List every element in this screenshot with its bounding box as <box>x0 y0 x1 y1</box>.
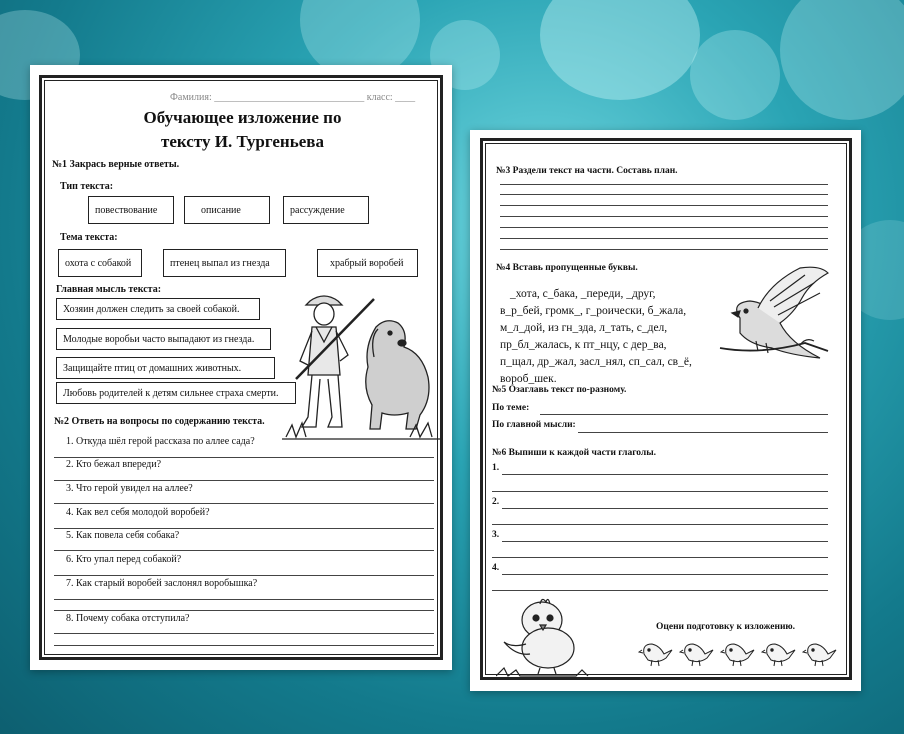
answer-line[interactable] <box>54 610 434 611</box>
answer-line[interactable] <box>54 575 434 576</box>
verbs-line[interactable] <box>502 574 828 575</box>
plan-line[interactable] <box>500 194 828 195</box>
idea-option-1[interactable]: Хозяин должен следить за своей собакой. <box>56 298 260 320</box>
plan-line[interactable] <box>500 184 828 185</box>
verbs-line[interactable] <box>502 474 828 475</box>
missing-letters-line-6: вороб_шек. <box>500 373 557 385</box>
page-title-line-2: тексту И. Тургеньева <box>161 132 324 151</box>
rating-bird-icon[interactable] <box>638 638 674 668</box>
title-by-idea-line[interactable] <box>578 432 828 433</box>
answer-line[interactable] <box>54 645 434 646</box>
question-8: 8. Почему собака отступила? <box>66 613 190 624</box>
option-reasoning[interactable]: рассуждение <box>283 196 369 224</box>
answer-line[interactable] <box>54 633 434 634</box>
verbs-line[interactable] <box>492 491 828 492</box>
verbs-line[interactable] <box>492 557 828 558</box>
by-theme-label: По теме: <box>492 403 530 413</box>
plan-line[interactable] <box>500 216 828 217</box>
task2-heading: №2 Ответь на вопросы по содержанию текста. <box>54 416 265 427</box>
title-by-theme-line[interactable] <box>540 414 828 415</box>
answer-line[interactable] <box>54 599 434 600</box>
plan-line[interactable] <box>500 227 828 228</box>
option-hunting[interactable]: охота с собакой <box>58 249 142 277</box>
question-7: 7. Как старый воробей заслонял воробышка? <box>66 578 258 589</box>
answer-line[interactable] <box>54 503 434 504</box>
answer-line[interactable] <box>54 550 434 551</box>
missing-letters-line-4: пр_бл_жалась, к пт_нцу, с дер_ва, <box>500 339 667 351</box>
page-title-line-1: Обучающее изложение по <box>143 108 342 127</box>
task6-heading: №6 Выпиши к каждой части глаголы. <box>492 448 657 458</box>
task1-heading: №1 Закрась верные ответы. <box>52 159 180 170</box>
sparrow-illustration <box>710 263 835 373</box>
verbs-line[interactable] <box>502 541 828 542</box>
part-number-1: 1. <box>492 463 500 473</box>
task4-heading: №4 Вставь пропущенные буквы. <box>496 263 638 273</box>
plan-line[interactable] <box>500 238 828 239</box>
idea-option-3[interactable]: Защищайте птиц от домашних животных. <box>56 357 275 379</box>
option-brave-sparrow[interactable]: храбрый воробей <box>317 249 418 277</box>
option-narration[interactable]: повествование <box>88 196 174 224</box>
question-4: 4. Как вел себя молодой воробей? <box>66 507 210 518</box>
question-6: 6. Кто упал перед собакой? <box>66 554 182 565</box>
rating-label: Оцени подготовку к изложению. <box>656 622 796 632</box>
main-idea-label: Главная мысль текста: <box>56 284 162 295</box>
missing-letters-line-3: м_л_дой, из гн_зда, л_тать, с_дел, <box>500 322 668 334</box>
missing-letters-line-1: _хота, с_бака, _переди, _друг, <box>510 288 656 300</box>
verbs-line[interactable] <box>502 508 828 509</box>
worksheet-page-2 <box>470 130 861 691</box>
answer-line[interactable] <box>54 480 434 481</box>
question-2: 2. Кто бежал впереди? <box>66 459 162 470</box>
missing-letters-line-5: п_щал, др_жал, засл_нял, сп_сал, св_ё, <box>500 356 692 368</box>
verbs-line[interactable] <box>492 524 828 525</box>
hunter-dog-illustration <box>282 287 442 442</box>
question-3: 3. Что герой увидел на аллее? <box>66 483 193 494</box>
option-description[interactable]: описание <box>184 196 270 224</box>
idea-option-4[interactable]: Любовь родителей к детям сильнее страха смерти. <box>56 382 296 404</box>
answer-line[interactable] <box>54 457 434 458</box>
task5-heading: №5 Озаглавь текст по-разному. <box>492 385 627 395</box>
verbs-line[interactable] <box>492 590 828 591</box>
rating-bird-icon[interactable] <box>679 638 715 668</box>
plan-line[interactable] <box>500 205 828 206</box>
missing-letters-line-2: в_р_бей, громк_, г_роически, б_жала, <box>500 305 687 317</box>
text-theme-label: Тема текста: <box>60 232 118 243</box>
answer-line[interactable] <box>54 528 434 529</box>
text-type-label: Тип текста: <box>60 181 114 192</box>
question-1: 1. Откуда шёл герой рассказа по аллее сада? <box>66 436 255 447</box>
by-idea-label: По главной мысли: <box>492 420 576 430</box>
part-number-2: 2. <box>492 497 500 507</box>
rating-bird-icon[interactable] <box>720 638 756 668</box>
surname-class-line: Фамилия: ______________________________ класс: ____ <box>170 92 416 103</box>
chick-illustration <box>496 592 594 678</box>
task3-heading: №3 Раздели текст на части. Составь план. <box>496 166 678 176</box>
question-5: 5. Как повела себя собака? <box>66 530 180 541</box>
rating-bird-icon[interactable] <box>802 638 838 668</box>
idea-option-2[interactable]: Молодые воробьи часто выпадают из гнезда. <box>56 328 271 350</box>
plan-line[interactable] <box>500 249 828 250</box>
worksheet-page-1 <box>30 65 452 670</box>
part-number-4: 4. <box>492 563 500 573</box>
option-chick-fell[interactable]: птенец выпал из гнезда <box>163 249 286 277</box>
part-number-3: 3. <box>492 530 500 540</box>
rating-bird-icon[interactable] <box>761 638 797 668</box>
